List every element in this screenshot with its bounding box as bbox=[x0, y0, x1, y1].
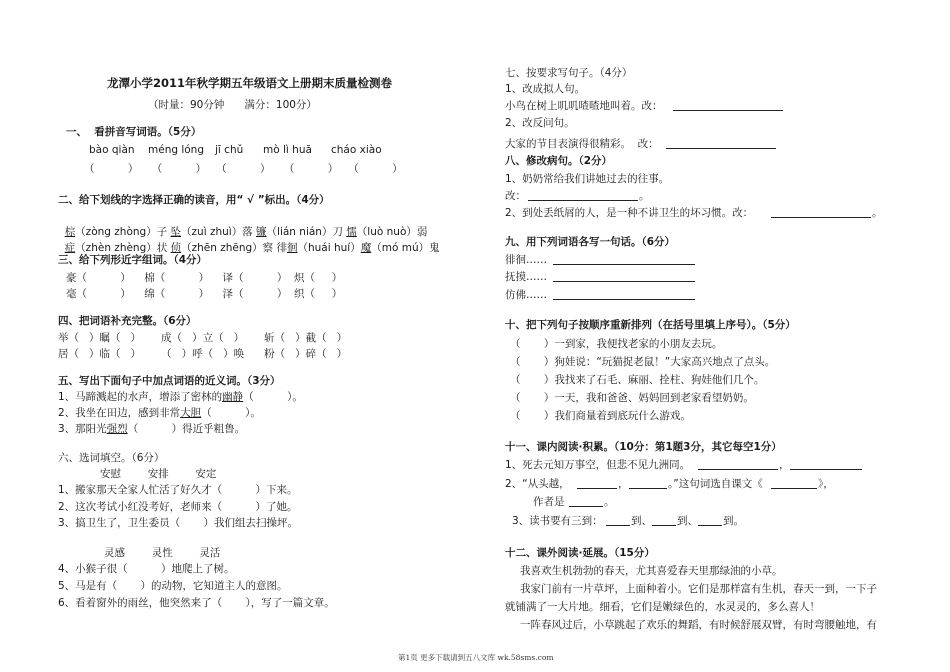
answer-blank bbox=[698, 525, 722, 526]
pinyin-2: méng lóng bbox=[148, 144, 205, 156]
pronunciation-row-2: 症（zhèn zhèng）状 侦（zhēn zhēng）察 徘徊（huái huí）魔（mó mú）鬼 bbox=[64, 242, 440, 254]
recite-line-3-b: 到、 bbox=[631, 515, 652, 527]
pinyin-4: mò lì huā bbox=[263, 144, 312, 156]
page-footer: 第1页 更多下载请到五八文库 wk.58sms.com bbox=[398, 653, 554, 662]
order-item-2: （ ）狗娃说：“玩猫捉老鼠！”大家高兴地点了点头。 bbox=[510, 356, 776, 368]
recite-line-3-d: 到。 bbox=[723, 515, 744, 527]
recite-line-3-c: 到、 bbox=[677, 515, 698, 527]
rewrite-line-4: 大家的节目表演得很精彩。 改： bbox=[505, 138, 659, 150]
rewrite-line-3: 2、改反问句。 bbox=[505, 117, 575, 129]
answer-blank bbox=[790, 469, 862, 470]
recite-line-2-source: 。”这句词选自课文《 bbox=[668, 478, 763, 490]
answer-blank bbox=[771, 488, 817, 489]
answer-blank bbox=[629, 488, 667, 489]
answer-blank bbox=[553, 281, 695, 282]
answer-blank bbox=[771, 217, 871, 218]
section-5-heading: 五、写出下面句子中加点词语的近义词。（3分） bbox=[58, 375, 281, 387]
answer-blank bbox=[606, 525, 630, 526]
fill-line-1: 1、搬家那天全家人忙活了好久才（ ）下来。 bbox=[58, 484, 298, 496]
exam-subtitle: （时量：90分钟 满分：100分） bbox=[148, 99, 317, 111]
rewrite-line-2: 小鸟在树上叽叽喳喳地叫着。改： bbox=[505, 100, 663, 112]
section-9-heading: 九、用下列词语各写一句话。（6分） bbox=[505, 236, 676, 248]
pinyin-5: cháo xiào bbox=[331, 144, 382, 156]
sentence-word-1: 徘徊…… bbox=[505, 254, 547, 266]
order-item-4: （ ）一天，我和爸爸、妈妈回到老家看望奶奶。 bbox=[510, 392, 754, 404]
order-item-5: （ ）我们商量着到底玩什么游戏。 bbox=[510, 410, 691, 422]
section-3-heading: 三、给下列形近字组词。（4分） bbox=[58, 254, 208, 266]
pinyin-answer-boxes: （ ） （ ） （ ） （ ） （ ） bbox=[84, 163, 403, 175]
pronunciation-row-1: 棕（zòng zhòng）子 坠（zuì zhuì）落 镰（lián nián）刀 懦（luò nuò）弱 bbox=[64, 226, 428, 238]
correct-line-1: 1、奶奶常给我们讲她过去的往事。 bbox=[505, 173, 670, 185]
section-11-heading: 十一、课内阅读·积累。（10分：第1题3分，其它每空1分） bbox=[505, 441, 782, 453]
answer-blank bbox=[673, 110, 783, 111]
recite-line-1: 1、死去元知万事空，但悲不见九洲同。 bbox=[505, 459, 691, 471]
similar-chars-row-2: 毫（ ） 绵（ ） 泽（ ） 织（ ） bbox=[66, 288, 343, 300]
reading-para-2: 我家门前有一片草坪，上面种着小。它们是那样富有生机，春天一到，一下子 bbox=[520, 583, 877, 595]
fill-line-6: 6、看着窗外的雨丝，他突然来了（ ），写了一篇文章。 bbox=[58, 597, 335, 609]
synonym-line-3: 3、那阳光强烈（ ）得近乎粗鲁。 bbox=[58, 423, 246, 435]
fill-line-5: 5、马是有（ ）的动物，它知道主人的意图。 bbox=[58, 580, 288, 592]
recite-line-2-end: 》， bbox=[818, 478, 834, 490]
rewrite-line-1: 1、改成拟人句。 bbox=[505, 83, 586, 95]
order-item-3: （ ）我找来了石毛、麻丽、拴柱、狗娃他们几个。 bbox=[510, 374, 765, 386]
pinyin-1: bào qiàn bbox=[89, 144, 135, 156]
idiom-row-1: 举（ ）瞩（ ） 成（ ）立（ ） 斩（ ）截（ ） bbox=[58, 332, 348, 344]
correct-line-2-label: 改： bbox=[505, 190, 526, 202]
section-6-heading: 六、选词填空。（6分） bbox=[58, 452, 165, 464]
answer-blank bbox=[569, 506, 603, 507]
sentence-word-3: 仿佛…… bbox=[505, 289, 547, 301]
section-8-heading: 八、修改病句。（2分） bbox=[505, 155, 613, 167]
recite-author: 作者是 bbox=[533, 496, 565, 508]
answer-blank bbox=[652, 525, 676, 526]
recite-author-end: 。 bbox=[604, 496, 615, 508]
correct-line-3-end: 。 bbox=[872, 207, 883, 219]
reading-para-3: 就铺满了一大片地。细看，它们是嫩绿色的，水灵灵的，多么喜人！ bbox=[505, 601, 820, 613]
correct-line-3: 2、到处丢纸屑的人，是一种不讲卫生的坏习惯。改： bbox=[505, 207, 754, 219]
synonym-line-2: 2、我坐在田边，感到非常大胆（ ）。 bbox=[58, 407, 261, 419]
answer-blank bbox=[698, 469, 778, 470]
exam-title: 龙潭小学2011年秋学期五年级语文上册期末质量检测卷 bbox=[107, 76, 393, 90]
fill-line-3: 3、搞卫生了，卫生委员（ ）我们组去扫操坪。 bbox=[58, 517, 299, 529]
answer-blank bbox=[577, 488, 617, 489]
answer-blank bbox=[528, 200, 638, 201]
pinyin-3: jī chǔ bbox=[215, 144, 244, 156]
reading-para-4: 一阵春风过后，小草跳起了欢乐的舞蹈，有时候舒展双臂，有时弯腰触地，有 bbox=[520, 619, 877, 631]
idiom-row-2: 居（ ）临（ ） （ ）呼（ ）唤 粉（ ）碎（ ） bbox=[58, 348, 348, 360]
recite-line-2-comma: ， bbox=[618, 478, 629, 490]
recite-line-2: 2、“从头越， bbox=[505, 478, 570, 490]
reading-para-1: 我喜欢生机勃勃的春天，尤其喜爱春天里那绿油的小草。 bbox=[520, 565, 783, 577]
synonym-line-1: 1、马蹄溅起的水声，增添了密林的幽静（ ）。 bbox=[58, 391, 303, 403]
correct-line-2-end: 。 bbox=[639, 190, 650, 202]
recite-line-1-comma: ， bbox=[779, 459, 790, 471]
fill-line-2: 2、这次考试小红没考好，老师来（ ）了她。 bbox=[58, 501, 298, 513]
section-12-heading: 十二、课外阅读·延展。（15分） bbox=[505, 547, 655, 559]
recite-line-3: 3、读书要有三到： bbox=[512, 515, 603, 527]
section-2-heading: 二、给下划线的字选择正确的读音，用“ √ ”标出。（4分） bbox=[58, 194, 330, 206]
section-7-heading: 七、按要求写句子。（4分） bbox=[505, 67, 633, 79]
word-choices-1: 安慰 安排 安定 bbox=[100, 468, 217, 480]
answer-blank bbox=[666, 148, 776, 149]
order-item-1: （ ）一到家，我便找老家的小朋友去玩。 bbox=[510, 338, 723, 350]
answer-blank bbox=[553, 264, 695, 265]
similar-chars-row-1: 豪（ ） 棉（ ） 译（ ） 炽（ ） bbox=[66, 272, 343, 284]
section-10-heading: 十、把下列句子按顺序重新排列（在括号里填上序号）。（5分） bbox=[505, 319, 796, 331]
answer-blank bbox=[553, 299, 695, 300]
word-choices-2: 灵感 灵性 灵活 bbox=[104, 547, 221, 559]
section-4-heading: 四、把词语补充完整。（6分） bbox=[58, 315, 197, 327]
sentence-word-2: 抚摸…… bbox=[505, 271, 547, 283]
section-1-heading: 一、 看拼音写词语。（5分） bbox=[66, 126, 202, 138]
fill-line-4: 4、小猴子很（ ）地爬上了树。 bbox=[58, 563, 235, 575]
